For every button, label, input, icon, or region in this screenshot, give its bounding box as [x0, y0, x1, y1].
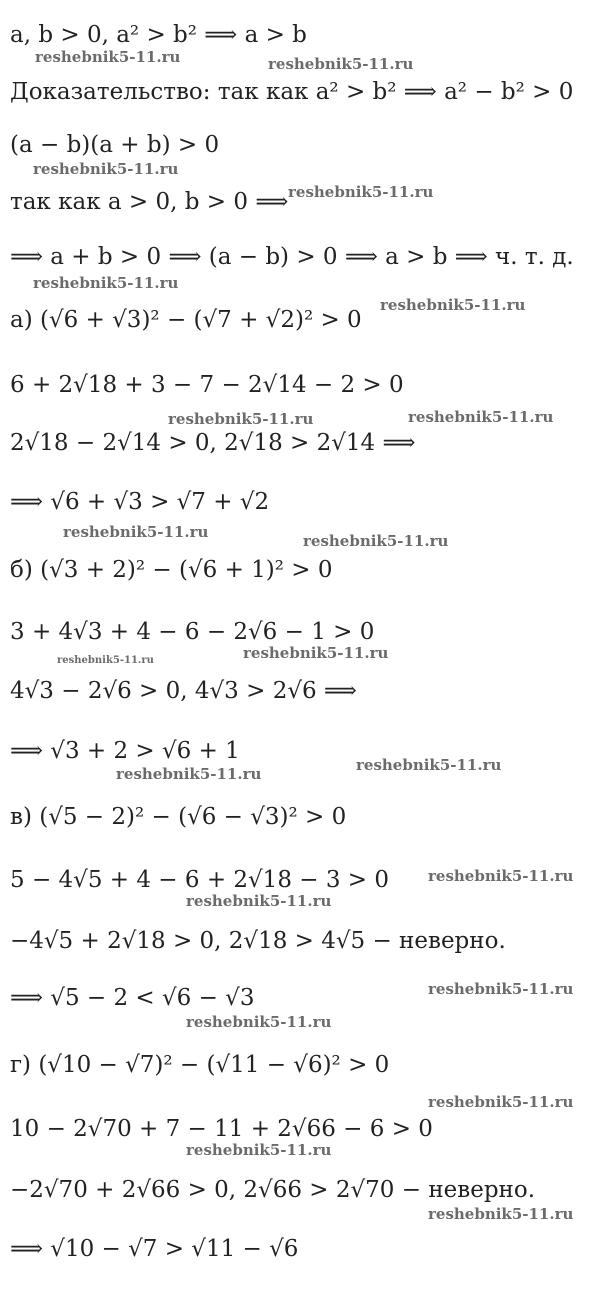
factor-line: (a − b)(a + b) > 0 [10, 132, 220, 158]
part-a-compare: 2√18 − 2√14 > 0, 2√18 > 2√14 ⟹ [10, 430, 416, 456]
part-b-compare: 4√3 − 2√6 > 0, 4√3 > 2√6 ⟹ [10, 678, 357, 704]
watermark: reshebnik5-11.ru [288, 183, 434, 201]
part-d-result: ⟹ √10 − √7 > √11 − √6 [10, 1236, 299, 1262]
watermark: reshebnik5-11.ru [186, 1141, 332, 1159]
reason-line: так как a > 0, b > 0 ⟹ [10, 189, 289, 215]
part-b-expanded: 3 + 4√3 + 4 − 6 − 2√6 − 1 > 0 [10, 619, 375, 645]
part-c-line: в) (√5 − 2)² − (√6 − √3)² > 0 [10, 804, 347, 830]
watermark: reshebnik5-11.ru [268, 55, 414, 73]
watermark: reshebnik5-11.ru [428, 867, 574, 885]
watermark: reshebnik5-11.ru [116, 765, 262, 783]
watermark: reshebnik5-11.ru [186, 1013, 332, 1031]
watermark: reshebnik5-11.ru [186, 892, 332, 910]
proof-line: Доказательство: так как a² > b² ⟹ a² − b² > 0 [10, 79, 574, 105]
watermark: reshebnik5-11.ru [428, 980, 574, 998]
part-d-expanded: 10 − 2√70 + 7 − 11 + 2√66 − 6 > 0 [10, 1116, 433, 1142]
watermark: reshebnik5-11.ru [243, 644, 389, 662]
part-c-expanded: 5 − 4√5 + 4 − 6 + 2√18 − 3 > 0 [10, 867, 390, 893]
watermark: reshebnik5-11.ru [303, 532, 449, 550]
watermark: reshebnik5-11.ru [408, 408, 554, 426]
watermark: reshebnik5-11.ru [35, 48, 181, 66]
part-b-result: ⟹ √3 + 2 > √6 + 1 [10, 738, 240, 764]
part-c-result: ⟹ √5 − 2 < √6 − √3 [10, 985, 255, 1011]
conclusion-line: ⟹ a + b > 0 ⟹ (a − b) > 0 ⟹ a > b ⟹ ч. т. д. [10, 244, 574, 270]
condition-line: a, b > 0, a² > b² ⟹ a > b [10, 22, 307, 48]
part-a-line: а) (√6 + √3)² − (√7 + √2)² > 0 [10, 307, 362, 333]
watermark: reshebnik5-11.ru [33, 274, 179, 292]
part-c-compare: −4√5 + 2√18 > 0, 2√18 > 4√5 − неверно. [10, 928, 506, 954]
watermark: reshebnik5-11.ru [428, 1093, 574, 1111]
watermark: reshebnik5-11.ru [57, 655, 154, 666]
watermark: reshebnik5-11.ru [168, 410, 314, 428]
watermark: reshebnik5-11.ru [380, 296, 526, 314]
watermark: reshebnik5-11.ru [63, 523, 209, 541]
part-a-result: ⟹ √6 + √3 > √7 + √2 [10, 489, 270, 515]
watermark: reshebnik5-11.ru [356, 756, 502, 774]
part-d-compare: −2√70 + 2√66 > 0, 2√66 > 2√70 − неверно. [10, 1177, 536, 1203]
part-a-expanded: 6 + 2√18 + 3 − 7 − 2√14 − 2 > 0 [10, 372, 404, 398]
part-b-line: б) (√3 + 2)² − (√6 + 1)² > 0 [10, 557, 333, 583]
watermark: reshebnik5-11.ru [33, 160, 179, 178]
part-d-line: г) (√10 − √7)² − (√11 − √6)² > 0 [10, 1052, 390, 1078]
watermark: reshebnik5-11.ru [428, 1205, 574, 1223]
